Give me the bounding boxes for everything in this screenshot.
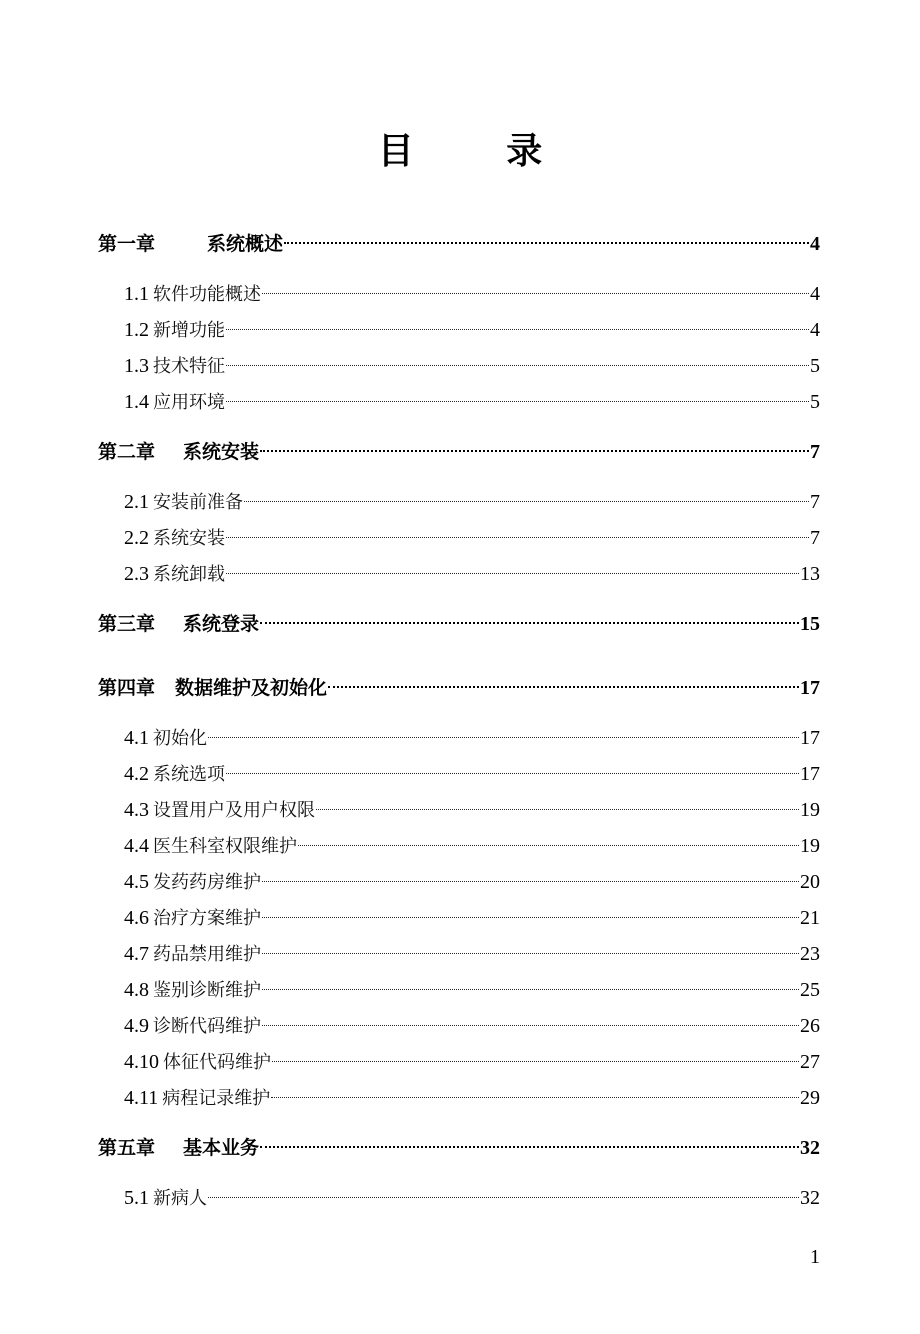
page-number: 32 [800, 1137, 820, 1159]
section-title: 诊断代码维护 [153, 1016, 261, 1037]
section-number: 4.2 [124, 763, 149, 785]
section-number: 1.1 [124, 283, 149, 305]
dot-leader [262, 896, 799, 924]
page-number: 23 [800, 943, 820, 965]
toc-section-4-3[interactable] [124, 788, 820, 821]
dot-leader [208, 1176, 799, 1204]
section-title: 病程记录维护 [162, 1088, 271, 1109]
toc-chapter-3[interactable] [98, 602, 820, 635]
toc-chapter-5[interactable] [98, 1126, 820, 1159]
dot-leader [226, 552, 799, 580]
section-number: 4.8 [124, 979, 149, 1001]
chapter-label: 第二章 [98, 441, 156, 463]
page-number: 27 [800, 1051, 820, 1073]
dot-leader [226, 752, 799, 780]
page-number: 29 [800, 1087, 820, 1109]
toc-section-1-1[interactable] [124, 272, 820, 305]
toc-chapter-2[interactable] [98, 430, 820, 463]
dot-leader [262, 1004, 799, 1032]
section-title: 系统安装 [153, 528, 225, 549]
dot-leader [260, 602, 799, 630]
section-title: 治疗方案维护 [153, 908, 261, 929]
section-title: 新病人 [153, 1188, 207, 1209]
footer-page-number: 1 [810, 1246, 820, 1268]
dot-leader [244, 480, 809, 508]
toc-section-1-3[interactable] [124, 344, 820, 377]
section-number: 1.3 [124, 355, 149, 377]
section-title: 药品禁用维护 [153, 944, 261, 965]
dot-leader [316, 788, 799, 816]
page-number: 26 [800, 1015, 820, 1037]
dot-leader [208, 716, 799, 744]
dot-leader [226, 308, 809, 336]
dot-leader [271, 1076, 799, 1104]
dot-leader [272, 1040, 799, 1068]
toc-section-4-1[interactable] [124, 716, 820, 749]
page-number: 19 [800, 799, 820, 821]
dot-leader [226, 344, 809, 372]
section-title: 体征代码维护 [163, 1052, 271, 1073]
section-number: 5.1 [124, 1187, 149, 1209]
page-number: 4 [810, 319, 820, 341]
section-number: 1.4 [124, 391, 149, 413]
page-number: 21 [800, 907, 820, 929]
section-number: 1.2 [124, 319, 149, 341]
dot-leader [298, 824, 799, 852]
page-number: 7 [810, 491, 820, 513]
section-title: 安装前准备 [153, 492, 243, 513]
section-number: 4.9 [124, 1015, 149, 1037]
section-title: 系统卸载 [153, 564, 225, 585]
section-title: 新增功能 [153, 320, 225, 341]
page-number: 25 [800, 979, 820, 1001]
dot-leader [262, 860, 799, 888]
page-number: 19 [800, 835, 820, 857]
toc-chapter-1[interactable] [98, 222, 820, 255]
toc-section-1-2[interactable] [124, 308, 820, 341]
page-number: 7 [810, 441, 820, 463]
toc-section-1-4[interactable] [124, 380, 820, 413]
dot-leader [262, 272, 809, 300]
toc-section-4-9[interactable] [124, 1004, 820, 1037]
page-number: 17 [800, 677, 820, 699]
section-title: 技术特征 [153, 356, 225, 377]
toc-chapter-4[interactable] [98, 666, 820, 699]
page-number: 5 [810, 391, 820, 413]
section-number: 2.3 [124, 563, 149, 585]
page-number: 4 [810, 233, 820, 255]
chapter-title: 系统登录 [183, 613, 260, 635]
section-title: 软件功能概述 [153, 284, 261, 305]
section-number: 4.6 [124, 907, 149, 929]
dot-leader [328, 666, 799, 694]
section-title: 发药药房维护 [153, 872, 261, 893]
dot-leader [284, 222, 809, 250]
dot-leader [260, 430, 809, 458]
section-number: 4.10 [124, 1051, 159, 1073]
page-title: 目 录 [377, 131, 583, 172]
page-number: 20 [800, 871, 820, 893]
dot-leader [262, 932, 799, 960]
chapter-title: 数据维护及初始化 [175, 677, 328, 699]
toc-section-4-5[interactable] [124, 860, 820, 893]
section-number: 4.5 [124, 871, 149, 893]
toc-section-2-3[interactable] [124, 552, 820, 585]
section-title: 鉴别诊断维护 [153, 980, 261, 1001]
page-number: 15 [800, 613, 820, 635]
chapter-label: 第五章 [98, 1137, 156, 1159]
chapter-label: 第三章 [98, 613, 156, 635]
section-number: 4.3 [124, 799, 149, 821]
page-number: 32 [800, 1187, 820, 1209]
toc-section-4-11[interactable] [124, 1076, 820, 1109]
page-number: 4 [810, 283, 820, 305]
section-title: 应用环境 [153, 392, 225, 413]
toc-section-4-2[interactable] [124, 752, 820, 785]
chapter-title: 系统概述 [207, 233, 284, 255]
page-number: 17 [800, 727, 820, 749]
toc-section-2-2[interactable] [124, 516, 820, 549]
toc-section-2-1[interactable] [124, 480, 820, 513]
dot-leader [262, 968, 799, 996]
section-number: 4.1 [124, 727, 149, 749]
chapter-label: 第四章 [98, 677, 156, 699]
section-number: 4.7 [124, 943, 149, 965]
toc-section-4-6[interactable] [124, 896, 820, 929]
page-number: 5 [810, 355, 820, 377]
section-number: 2.2 [124, 527, 149, 549]
dot-leader [226, 516, 809, 544]
toc-section-4-8[interactable] [124, 968, 820, 1001]
toc-section-4-10[interactable] [124, 1040, 820, 1073]
section-title: 初始化 [153, 728, 207, 749]
page-number: 13 [800, 563, 820, 585]
toc-section-4-7[interactable] [124, 932, 820, 965]
section-number: 4.4 [124, 835, 149, 857]
section-title: 设置用户及用户权限 [153, 800, 315, 821]
toc-section-5-1[interactable] [124, 1176, 820, 1209]
page-number: 17 [800, 763, 820, 785]
chapter-title: 基本业务 [183, 1137, 260, 1159]
section-title: 系统选项 [153, 764, 225, 785]
dot-leader [226, 380, 809, 408]
chapter-title: 系统安装 [183, 441, 260, 463]
dot-leader [260, 1126, 799, 1154]
toc-section-4-4[interactable] [124, 824, 820, 857]
section-number: 4.11 [124, 1087, 159, 1109]
section-number: 2.1 [124, 491, 149, 513]
page-number: 7 [810, 527, 820, 549]
section-title: 医生科室权限维护 [153, 836, 297, 857]
chapter-label: 第一章 [98, 233, 156, 255]
